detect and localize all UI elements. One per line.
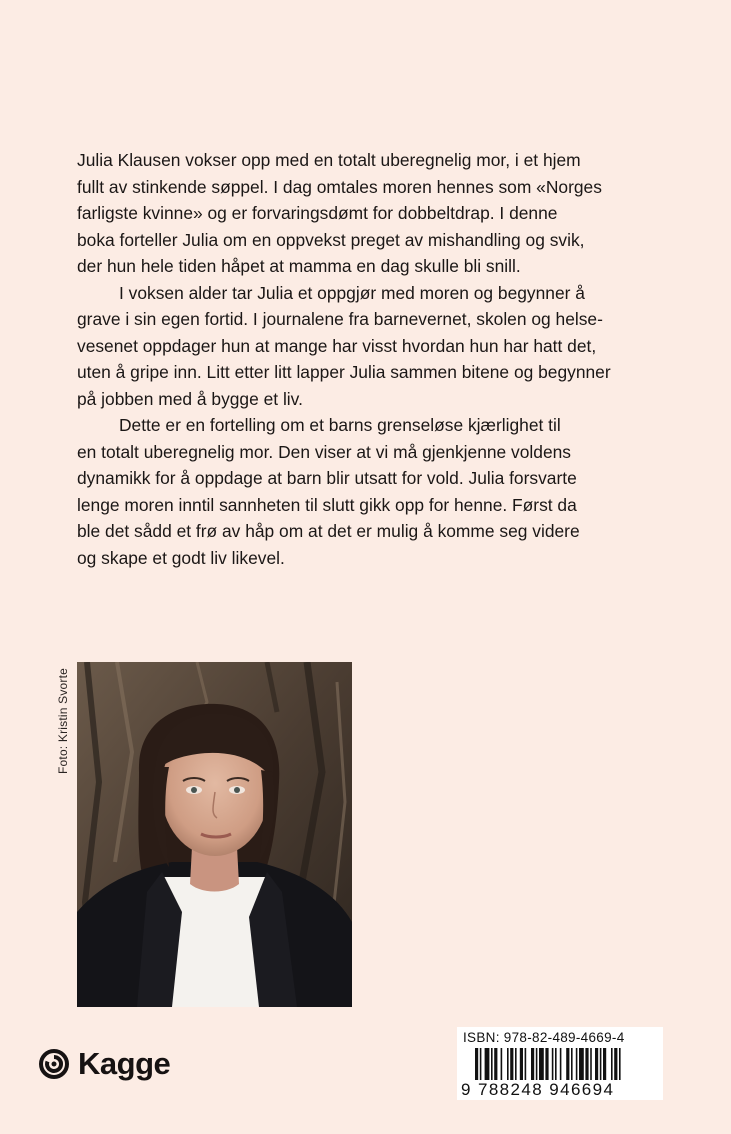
photo-credit-text: Foto: Kristin Svorte xyxy=(56,667,70,774)
barcode-bar xyxy=(614,1048,617,1080)
barcode-bar xyxy=(539,1048,544,1080)
blurb-line: lenge moren inntil sannheten til slutt gikk opp for henne. Først da xyxy=(77,494,577,515)
photo-credit xyxy=(56,664,70,774)
barcode-bar xyxy=(480,1048,482,1080)
barcode-bar xyxy=(619,1048,621,1080)
barcode-bar xyxy=(475,1048,478,1080)
barcode-bar xyxy=(485,1048,490,1080)
blurb-line: boka forteller Julia om en oppvekst preget av mishandling og svik, xyxy=(77,229,585,250)
blurb-line: fullt av stinkende søppel. I dag omtales moren hennes som «Norges xyxy=(77,176,602,197)
barcode-bar xyxy=(566,1048,569,1080)
barcode-bar xyxy=(576,1048,578,1080)
blurb-line: Dette er en fortelling om et barns grenseløse kjærlighet til xyxy=(119,415,561,435)
barcode-bar xyxy=(590,1048,592,1080)
barcode-bar xyxy=(507,1048,509,1080)
kagge-spiral-icon xyxy=(38,1048,70,1080)
blurb-line: en totalt uberegnelig mor. Den viser at vi må gjenkjenne voldens xyxy=(77,441,571,462)
blurb-line: der hun hele tiden håpet at mamma en dag skulle bli snill. xyxy=(77,256,521,276)
barcode-bar xyxy=(600,1048,602,1080)
barcode-bar xyxy=(560,1048,562,1080)
blurb-line: farligste kvinne» og er forvaringsdømt for dobbeltdrap. I denne xyxy=(77,203,558,223)
back-cover-blurb xyxy=(77,147,637,571)
barcode-bar xyxy=(520,1048,523,1080)
blurb-line: I voksen alder tar Julia et oppgjør med moren og begynner å xyxy=(119,282,585,303)
isbn-label: ISBN: 978-82-489-4669-4 xyxy=(463,1030,625,1045)
blurb-line: på jobben med å bygge et liv. xyxy=(77,388,303,409)
barcode-bar xyxy=(555,1048,557,1080)
barcode-bar xyxy=(611,1048,613,1080)
barcode-bar xyxy=(579,1048,584,1080)
barcode-bar xyxy=(491,1048,493,1080)
blurb-line: dynamikk for å oppdage at barn blir utsatt for vold. Julia forsvarte xyxy=(77,468,577,488)
blurb-line: vesenet oppdager hun at mange har visst hvordan hun har hatt det, xyxy=(77,335,597,356)
blurb-line: Julia Klausen vokser opp med en totalt uberegnelig mor, i et hjem xyxy=(77,150,581,170)
blurb-paragraph-3 xyxy=(77,412,637,571)
blurb-paragraph-1 xyxy=(77,147,637,280)
blurb-line: og skape et godt liv likevel. xyxy=(77,547,285,568)
barcode-bar xyxy=(525,1048,527,1080)
barcode-bar xyxy=(536,1048,538,1080)
blurb-line: ble det sådd et frø av håp om at det er mulig å komme seg videre xyxy=(77,521,580,541)
isbn-barcode xyxy=(457,1027,663,1100)
barcode-bar xyxy=(510,1048,513,1080)
blurb-line: uten å gripe inn. Litt etter litt lapper Julia sammen bitene og begynner xyxy=(77,362,611,382)
blurb-line: grave i sin egen fortid. I journalene fra barnevernet, skolen og helse- xyxy=(77,309,603,329)
barcode-bar xyxy=(494,1048,497,1080)
barcode-digits: 9 788248 946694 xyxy=(461,1080,615,1099)
barcode-bar xyxy=(595,1048,598,1080)
barcode-bar xyxy=(552,1048,554,1080)
barcode-bar xyxy=(531,1048,534,1080)
barcode-bar xyxy=(515,1048,517,1080)
author-photo xyxy=(77,662,352,1007)
barcode-bar xyxy=(603,1048,606,1080)
barcode-bar xyxy=(571,1048,573,1080)
blurb-paragraph-2 xyxy=(77,280,637,413)
publisher-name: Kagge xyxy=(78,1046,171,1081)
publisher-logo xyxy=(38,1044,170,1084)
barcode-bar xyxy=(585,1048,588,1080)
barcode-bar xyxy=(501,1048,503,1080)
author-portrait-image xyxy=(77,662,352,1007)
barcode-bar xyxy=(545,1048,548,1080)
